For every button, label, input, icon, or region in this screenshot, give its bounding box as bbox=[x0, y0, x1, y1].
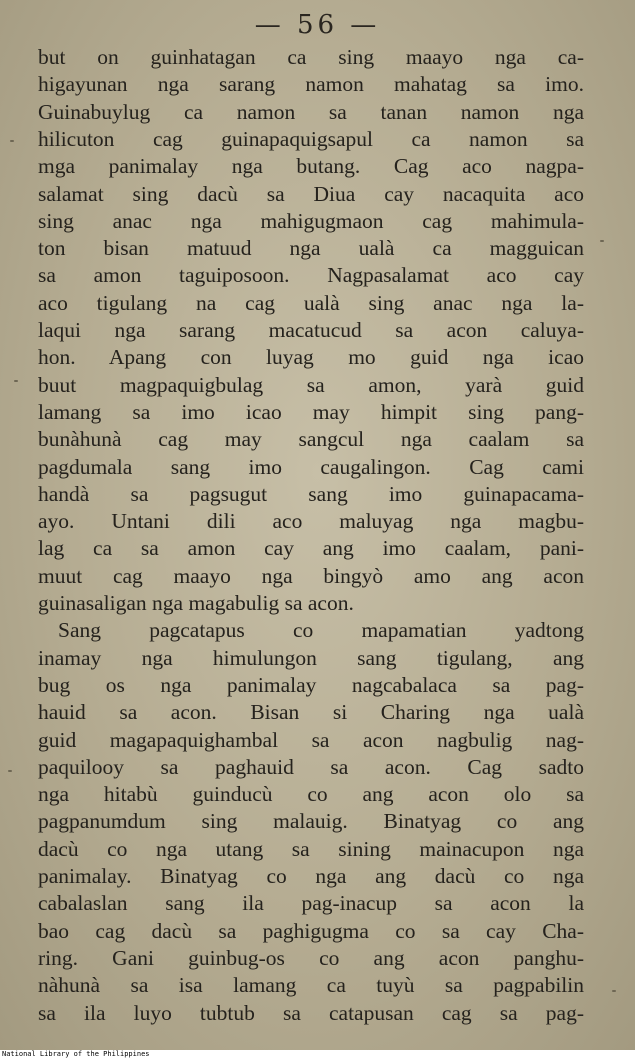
text-line: higayunan nga sarang namon mahatag sa imo. bbox=[38, 72, 584, 97]
text-line: nàhunà sa isa lamang ca tuyù sa pagpabilin bbox=[38, 973, 584, 998]
text-line: hilicuton cag guinapaquigsapul ca namon sa bbox=[38, 126, 584, 151]
text-line: pagdumala sang imo caugalingon. Cag cami bbox=[38, 454, 584, 479]
text-line: laqui nga sarang macatucud sa acon caluya- bbox=[38, 318, 584, 342]
page-number: — 56 — bbox=[254, 10, 381, 40]
text-line: muut cag maayo nga bingyò amo ang acon bbox=[38, 563, 584, 588]
text-line: ayo. Untani dili aco maluyag nga magbu- bbox=[38, 509, 584, 534]
text-line: ring. Gani guinbug-os co ang acon panghu- bbox=[38, 945, 584, 970]
text-line: ton bisan matuud nga ualà ca magguican bbox=[38, 236, 584, 261]
text-line: bunàhunà cag may sangcul nga caalam sa bbox=[38, 427, 584, 452]
text-line: bao cag dacù sa paghigugma co sa cay Cha- bbox=[38, 918, 584, 943]
text-line: paquilooy sa paghauid sa acon. Cag sadto bbox=[38, 754, 584, 779]
text-line: lamang sa imo icao may himpit sing pang- bbox=[38, 399, 584, 424]
text-line: aco tigulang na cag ualà sing anac nga la- bbox=[38, 290, 584, 315]
library-footer: National Library of the Philippines bbox=[2, 1050, 150, 1058]
text-line: lag ca sa amon cay ang imo caalam, pani- bbox=[38, 536, 584, 561]
text-line: mga panimalay nga butang. Cag aco nagpa- bbox=[38, 154, 584, 179]
text-line: panimalay. Binatyag co nga ang dacù co nga bbox=[38, 864, 584, 888]
text-line: sa ila luyo tubtub sa catapusan cag sa pag- bbox=[38, 1000, 584, 1025]
text-line: nga hitabù guinducù co ang acon olo sa bbox=[38, 782, 584, 807]
text-line: cabalaslan sang ila pag-inacup sa acon la bbox=[38, 891, 584, 916]
text-line: Guinabuylug ca namon sa tanan namon nga bbox=[38, 99, 584, 124]
text-line: handà sa pagsugut sang imo guinapacama- bbox=[38, 481, 584, 506]
text-line: guid magapaquighambal sa acon nagbulig nag- bbox=[38, 727, 584, 752]
text-line: sing anac nga mahigugmaon cag mahimula- bbox=[38, 208, 584, 233]
text-line: buut magpaquigbulag sa amon, yarà guid bbox=[38, 372, 584, 397]
text-line: pagpanumdum sing malauig. Binatyag co ang bbox=[38, 809, 584, 834]
text-line: sa amon taguiposoon. Nagpasalamat aco cay bbox=[38, 263, 584, 288]
text-line: hauid sa acon. Bisan si Charing nga ualà bbox=[38, 700, 584, 725]
text-line: Sang pagcatapus co mapamatian yadtong bbox=[58, 618, 584, 643]
text-line: guinasaligan nga magabulig sa acon. bbox=[38, 591, 354, 615]
text-line: hon. Apang con luyag mo guid nga icao bbox=[38, 345, 584, 370]
text-line: dacù co nga utang sa sining mainacupon nga bbox=[38, 836, 584, 861]
text-line: salamat sing dacù sa Diua cay nacaquita aco bbox=[38, 181, 584, 206]
text-line: but on guinhatagan ca sing maayo nga ca- bbox=[38, 45, 584, 69]
text-line: inamay nga himulungon sang tigulang, ang bbox=[38, 645, 584, 670]
text-line: bug os nga panimalay nagcabalaca sa pag- bbox=[38, 672, 584, 697]
